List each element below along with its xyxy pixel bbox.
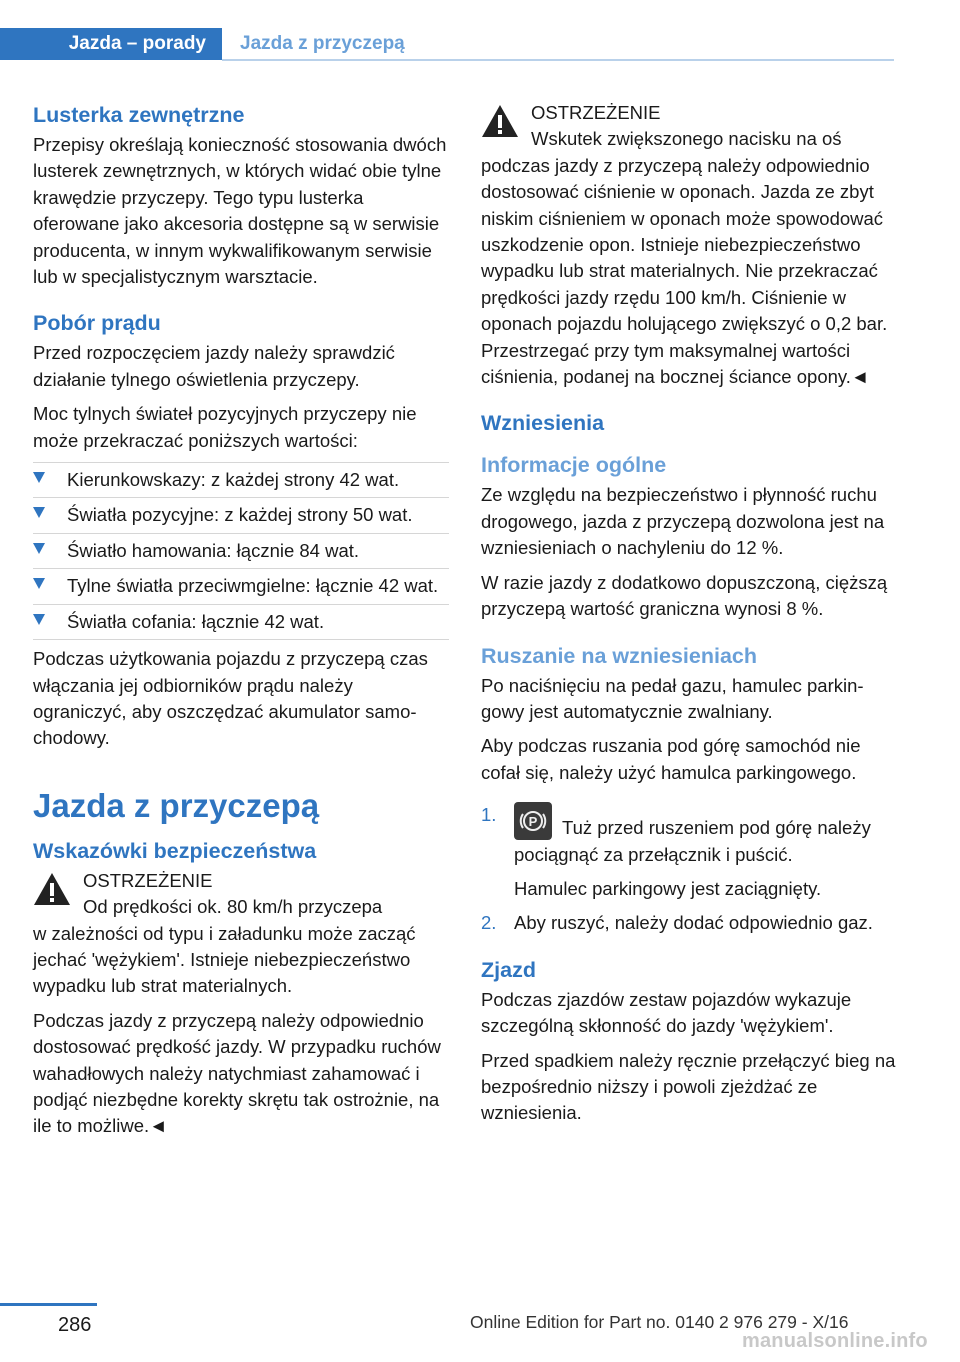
warning-triangle-icon: [481, 104, 519, 138]
list-item: Światła cofania: łącznie 42 wat.: [33, 605, 449, 640]
triangle-bullet-icon: [33, 543, 45, 554]
start-heading: Ruszanie na wzniesieniach: [481, 643, 758, 668]
step-number: 2.: [481, 912, 497, 934]
header-tab-section: Jazda z przyczepą: [240, 33, 405, 54]
step-item: [481, 802, 899, 902]
footer-rule: [0, 1303, 97, 1306]
warning-text: w zależności od typu i załadunku może zacząć jechać 'wężykiem'. Istnieje niebezpieczeństwo wypadku lub strat materialnych.: [33, 922, 416, 997]
triangle-bullet-icon: [33, 472, 45, 483]
parking-brake-switch-icon: [514, 802, 552, 840]
warning-triangle-icon: [33, 872, 71, 906]
svg-text:P: P: [528, 814, 538, 830]
chapter-heading: Jazda z przyczepą: [33, 786, 320, 824]
power-limits-list: [33, 462, 449, 640]
page-number: 286: [58, 1314, 92, 1336]
warning-text-2: Podczas jazdy z przyczepą należy odpowiednio dostosować prędkość jazdy. W przypadku ruchów wahadłowych należy natychmiast zahamować i podjąć niezbędne korekty skrętu tak ostrożnie, na ile to możliwe.◄: [33, 1009, 441, 1137]
header-tab-chapter: Jazda – porady: [0, 28, 222, 60]
descent-text-2: Przed spadkiem należy ręcznie przełączyć bieg na bezpośrednio niższy i powoli zjeżdżać ze wzniesienia.: [481, 1049, 896, 1124]
power-text-2: Moc tylnych świateł pozycyjnych przyczepy nie może przekraczać poniższych wartości:: [33, 403, 417, 451]
header-rule: [222, 59, 894, 61]
right-column: [481, 100, 899, 1135]
list-item: Światło hamowania: łącznie 84 wat.: [33, 534, 449, 569]
edition-text: Online Edition for Part no. 0140 2 976 279 - X/16: [470, 1312, 849, 1332]
safety-heading: Wskazówki bezpieczeństwa: [33, 838, 317, 863]
mirrors-text: Przepisy określają konieczność stosowania dwóch lusterek zewnętrznych, w których widać obie tylne krawędzie przyczepy. Tego typu lusterka oferowane jako akcesoria dostępne są w serwisie producenta, w innym wykwalifikowanym serwisie lub w specjalistycznym warsztacie.: [33, 134, 447, 288]
step-item: [481, 910, 899, 936]
mirrors-heading: Lusterka zewnętrzne: [33, 103, 245, 127]
descent-text-1: Podczas zjazdów zestaw pojazdów wykazuje szczególną skłonność do jazdy 'wężykiem'.: [481, 988, 852, 1037]
warning-first-line: Wskutek zwiększonego nacisku na oś: [531, 128, 842, 150]
general-text-2: W razie jazdy z dodatkowo dopuszczoną, cięższą przyczepą wartość graniczna wynosi 8 %.: [481, 571, 888, 620]
warning-label: OSTRZEŻENIE: [531, 102, 661, 123]
list-item: Tylne światła przeciwmgielne: łącznie 42 wat.: [33, 569, 449, 604]
power-text-1: Przed rozpoczęciem jazdy należy sprawdzić działanie tylnego oświetlenia przyczepy.: [33, 342, 395, 390]
list-item: Światła pozycyjne: z każdej strony 50 wat.: [33, 498, 449, 533]
start-text-1: Po naciśnięciu na pedał gazu, hamulec parkingowy jest automatycznie zwalniany.: [481, 674, 864, 722]
slopes-heading: Wzniesienia: [481, 411, 605, 436]
power-text-3: Podczas użytkowania pojazdu z przyczepą czas włączania jej odbiorników prądu należy ograniczyć, aby oszczędzać akumulator samochodowy.: [33, 648, 428, 749]
warning-label: OSTRZEŻENIE: [83, 869, 213, 891]
warning-first-line: Od prędkości ok. 80 km/h przyczepa: [83, 896, 383, 918]
start-text-2: Aby podczas ruszania pod górę samochód nie cofał się, należy użyć hamulca parkingowego.: [481, 735, 861, 783]
general-heading: Informacje ogólne: [481, 453, 667, 478]
descent-heading: Zjazd: [481, 957, 536, 982]
step-text: Tuż przed ruszeniem pod górę należy pociągnąć za przełącznik i puścić.: [514, 817, 871, 865]
warning-block: [481, 100, 899, 153]
step-subtext: Hamulec parkingowy jest zaciągnięty.: [514, 877, 822, 899]
step-number: 1.: [481, 804, 497, 826]
list-item: Kierunkowskazy: z każdej strony 42 wat.: [33, 462, 449, 498]
step-text: Aby ruszyć, należy dodać odpowiednio gaz.: [514, 912, 873, 934]
triangle-bullet-icon: [33, 578, 45, 589]
triangle-bullet-icon: [33, 614, 45, 625]
watermark: manualsonline.info: [742, 1330, 928, 1352]
power-heading: Pobór prądu: [33, 311, 161, 336]
left-column: [33, 100, 449, 1148]
warning-text: podczas jazdy z przyczepą należy odpowiednio dostosować ciśnienie w oponach. Jazda ze zbyt niskim ciśnieniem w oponach może spowodować uszkodzenie opon. Istnieje niebezpieczeństwo wypadku lub strat materialnych. Nie przekraczać prędkości jazdy rzędu 100 km/h. Ciśnienie w oponach pojazdu holującego zwiększyć o 0,2 bar. Przestrzegać przy tym maksymalnej wartości ciśnienia, podanej na bocznej ściance opony.◄: [481, 154, 888, 388]
steps-list: [481, 802, 899, 937]
general-text-1: Ze względu na bezpieczeństwo i płynność ruchu drogowego, jazda z przyczepą dozwolona jest na wzniesieniach o nachyleniu do 12 %.: [481, 484, 885, 559]
warning-block: [33, 868, 449, 921]
triangle-bullet-icon: [33, 507, 45, 518]
